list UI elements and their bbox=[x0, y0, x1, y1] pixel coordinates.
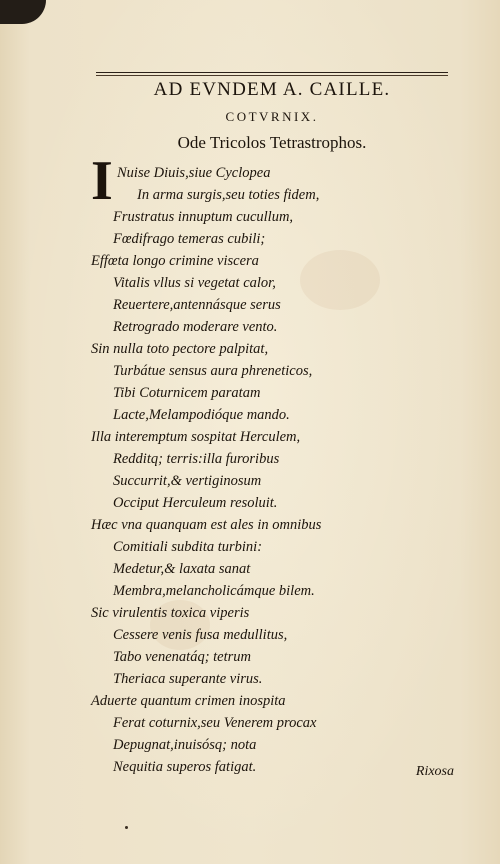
ink-dot bbox=[125, 826, 128, 829]
verse-line: Nuise Diuis,siue Cyclopea bbox=[117, 165, 271, 181]
verse-line: Vitalis vllus si vegetat calor, bbox=[113, 275, 276, 291]
verse-line: Theriaca superante virus. bbox=[113, 671, 263, 687]
page-subheading: COTVRNIX. bbox=[225, 109, 319, 124]
verse-line: Cessere venis fusa medullitus, bbox=[113, 627, 288, 643]
verse-line: Succurrit,& vertiginosum bbox=[113, 473, 262, 489]
verse-line: Tibi Coturnicem paratam bbox=[113, 385, 261, 401]
verse-line: Lacte,Melampodióque mando. bbox=[113, 407, 290, 423]
verse-line: Redditq; terris:illa furoribus bbox=[113, 451, 280, 467]
verse-line: Aduerte quantum crimen inospita bbox=[91, 693, 286, 709]
catchword: Rixosa bbox=[415, 764, 454, 779]
verse-line: Effœta longo crimine viscera bbox=[91, 253, 259, 269]
verse-line: Hæc vna quanquam est ales in omnibus bbox=[91, 517, 322, 533]
verse-line: Depugnat,inuisósq; nota bbox=[113, 737, 257, 753]
verse-line: Ferat coturnix,seu Venerem procax bbox=[113, 715, 317, 731]
ode-title: Ode Tricolos Tetrastrophos. bbox=[177, 133, 367, 152]
verse-line: Membra,melancholicámque bilem. bbox=[113, 583, 315, 599]
drop-cap-initial: I bbox=[91, 150, 113, 212]
verse-line: Reuertere,antennásque serus bbox=[113, 297, 281, 313]
verse-line: Nequitia superos fatigat. bbox=[113, 759, 257, 775]
verse-line: Illa interemptum sospitat Herculem, bbox=[91, 429, 301, 445]
verse-line: Medetur,& laxata sanat bbox=[113, 561, 251, 577]
verse-line: Frustratus innuptum cucullum, bbox=[113, 209, 294, 225]
verse-line: Fœdifrago temeras cubili; bbox=[113, 231, 266, 247]
verse-line: In arma surgis,seu toties fidem, bbox=[137, 187, 320, 203]
verse-line: Occiput Herculeum resoluit. bbox=[113, 495, 278, 511]
verse-line: Comitiali subdita turbini: bbox=[113, 539, 263, 555]
page-heading: AD EVNDEM A. CAILLE. bbox=[153, 79, 391, 100]
verse-line: Retrogrado moderare vento. bbox=[113, 319, 278, 335]
verse-line: Sic virulentis toxica viperis bbox=[91, 605, 250, 621]
verse-line: Tabo venenatáq; tetrum bbox=[113, 649, 252, 665]
verse-line: Turbátue sensus aura phreneticos, bbox=[113, 363, 313, 379]
verse-line: Sin nulla toto pectore palpitat, bbox=[91, 341, 269, 357]
